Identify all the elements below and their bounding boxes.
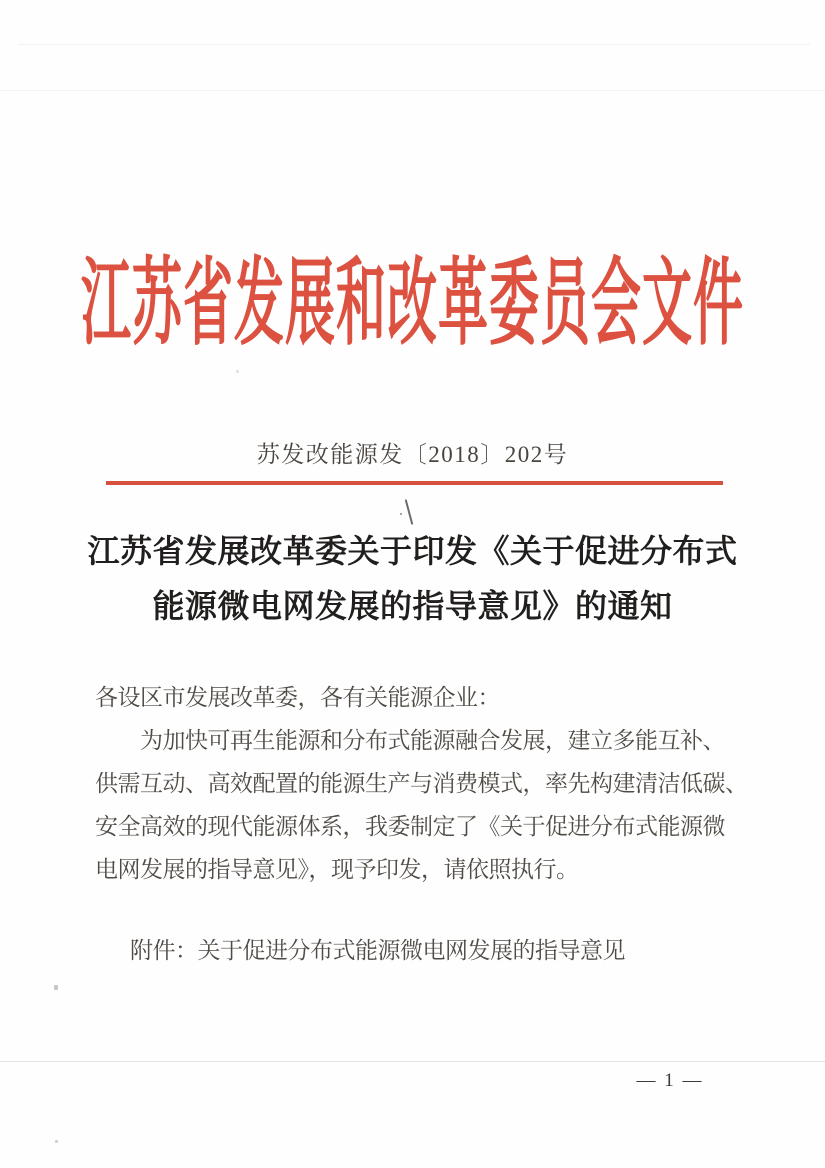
body-line: 安全高效的现代能源体系，我委制定了《关于促进分布式能源微 [95,814,725,839]
red-divider-rule [106,481,723,485]
page-number: — 1 — [636,1070,704,1091]
agency-letterhead: 江苏省发展和改革委员会文件 [81,249,744,357]
body-line: 供需互动、高效配置的能源生产与消费模式，率先构建清洁低碳、 [95,771,748,796]
handwritten-mark [405,499,414,525]
scan-artifact-line [0,90,825,91]
scan-speck [54,985,58,990]
scan-artifact-line [18,44,810,45]
body-line: 为加快可再生能源和分布式能源融合发展，建立多能互补、 [140,728,725,753]
doc-title [0,524,825,634]
doc-body [95,676,748,891]
scan-fold-line [0,1061,825,1062]
doc-title-line2: 能源微电网发展的指导意见》的通知 [152,588,673,624]
attachment-line: 附件：关于促进分布式能源微电网发展的指导意见 [130,938,625,963]
doc-number: 苏发改能源发〔2018〕202号 [256,442,569,467]
salutation-line: 各设区市发展改革委，各有关能源企业： [95,685,500,710]
scan-speck [55,1140,58,1143]
handwritten-dot [400,513,402,515]
doc-title-line1: 江苏省发展改革委关于印发《关于促进分布式 [87,533,738,569]
body-line: 电网发展的指导意见》，现予印发，请依照执行。 [95,857,579,882]
